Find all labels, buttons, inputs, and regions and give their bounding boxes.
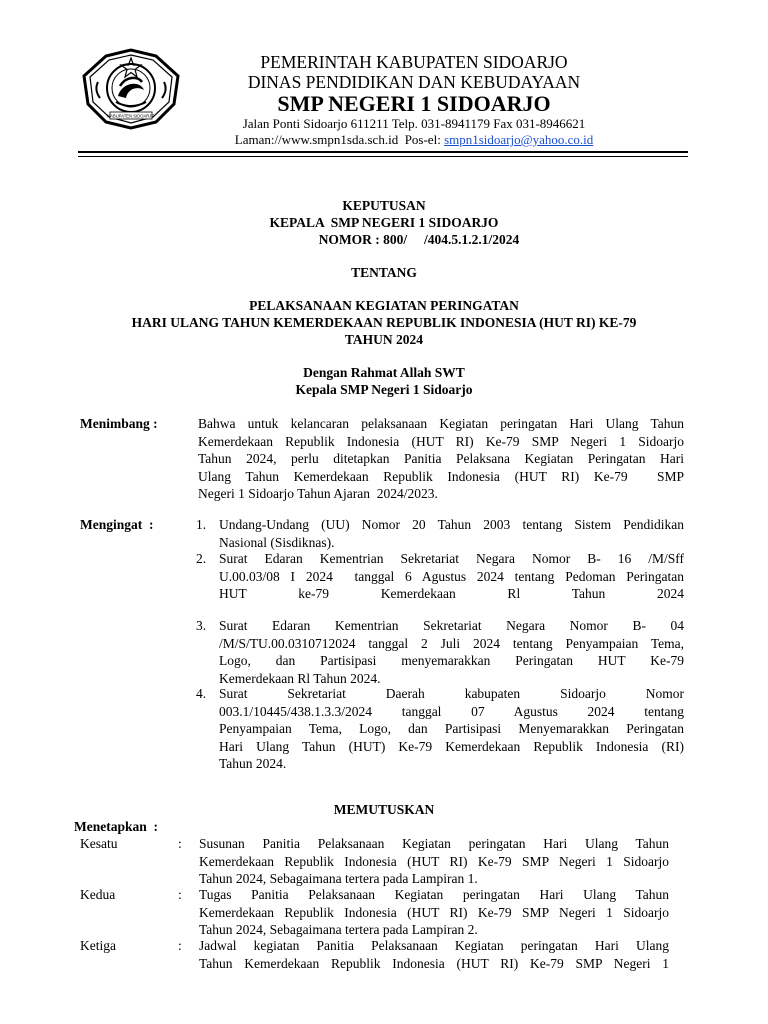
mengingat-item-2 [219,550,684,603]
decision-colon: : [178,938,182,953]
email-link[interactable]: smpn1sidoarjo@yahoo.co.id [444,132,594,147]
menimbang-line: Tahun 2024, perlu ditetapkan Panitia Pelaksana Kegiatan Peringatan Hari [198,451,684,466]
government-name: PEMERINTAH KABUPATEN SIDOARJO [260,52,568,72]
list-number: 3. [196,618,207,633]
item-line: Hari Ulang Tahun (HUT) Ke-79 Kemerdekaan Republik Indonesia (RI) [219,738,684,754]
emblem-caption: KABUPATEN SIDOARJO [107,113,155,119]
decision-key: Kesatu [80,836,118,851]
decision-line: Tahun Kemerdekaan Republik Indonesia (HUT RI) Ke-79 SMP Negeri 1 [199,955,669,971]
decision-line: Jadwal kegiatan Panitia Pelaksanaan Kegiatan peringatan Hari Ulang [199,938,669,953]
item-line: HUT ke-79 Kemerdekaan Rl Tahun 2024 [219,586,684,601]
subject-line-3: TAHUN 2024 [344,332,424,347]
mengingat-item-4 [219,685,684,773]
mengingat-item-1 [219,516,684,551]
list-number: 2. [196,551,207,566]
decision-colon: : [178,836,182,851]
decree-title: KEPUTUSAN [342,198,426,213]
decision-ketiga-text [199,937,669,972]
letterhead-rule-thin [78,156,688,157]
menimbang-line: Ulang Tahun Kemerdekaan Republik Indonesia (HUT RI) Ke-79 SMP [198,468,684,484]
department-name: DINAS PENDIDIKAN DAN KEBUDAYAAN [247,72,581,92]
blessing-line: Dengan Rahmat Allah SWT [303,365,465,380]
decision-line: Kemerdekaan Republik Indonesia (HUT RI) Ke-79 SMP Negeri 1 Sidoarjo [199,904,669,920]
decision-line: Tahun 2024, Sebagaimana tertera pada Lampiran 1. [199,871,478,886]
item-line: /M/S/TU.00.0310712024 tanggal 2 Juli 2024 tentang Penyampaian Tema, [219,635,684,651]
mengingat-label: Mengingat : [80,517,154,532]
decision-kesatu-text [199,835,669,888]
item-line: Nasional (Sisdiknas). [219,534,335,550]
item-line: Surat Sekretariat Daerah kabupaten Sidoarjo Nomor [219,686,684,701]
decision-key: Ketiga [80,938,116,953]
item-line: Penyampaian Tema, Logo, dan Partisipasi Menyemarakkan Peringatan [219,721,684,736]
head-title-line: Kepala SMP Negeri 1 Sidoarjo [295,382,473,397]
decision-key: Kedua [80,887,116,902]
decision-kedua-text [199,886,669,939]
school-address: Jalan Ponti Sidoarjo 611211 Telp. 031-8941179 Fax 031-8946621 [242,116,586,131]
menimbang-line: Bahwa untuk kelancaran pelaksanaan Kegiatan peringatan Hari Ulang Tahun [198,416,684,431]
decree-issuer: KEPALA SMP NEGERI 1 SIDOARJO [269,215,499,230]
decision-line: Kemerdekaan Republik Indonesia (HUT RI) Ke-79 SMP Negeri 1 Sidoarjo [199,853,669,869]
list-number: 4. [196,686,207,701]
list-number: 1. [196,517,207,532]
about-label: TENTANG [351,265,417,280]
decision-line: Tugas Panitia Pelaksanaan Kegiatan peringatan Hari Ulang Tahun [199,887,669,902]
menimbang-text [198,415,684,503]
item-line: 003.1/10445/438.1.3.3/2024 tanggal 07 Agustus 2024 tentang [219,703,684,719]
item-line: Surat Edaran Kementrian Sekretariat Negara Nomor B- 04 [219,618,684,633]
school-name: SMP NEGERI 1 SIDOARJO [277,91,551,116]
mengingat-item-3 [219,617,684,687]
item-line: Kemerdekaan Rl Tahun 2024. [219,670,381,686]
menimbang-line: Kemerdekaan Republik Indonesia (HUT RI) Ke-79 SMP Negeri 1 Sidoarjo [198,433,684,449]
decision-line: Tahun 2024, Sebagaimana tertera pada Lampiran 2. [199,922,478,937]
school-contact [0,132,768,148]
decision-line: Susunan Panitia Pelaksanaan Kegiatan peringatan Hari Ulang Tahun [199,836,669,851]
decision-colon: : [178,887,182,902]
menimbang-label: Menimbang : [80,416,158,431]
item-line: Tahun 2024. [219,756,287,771]
item-line: Logo, dan Partisipasi menyemarakkan Peringatan HUT Ke-79 [219,653,684,668]
decree-number: NOMOR : 800/ /404.5.1.2.1/2024 [318,232,520,247]
menimbang-line: Negeri 1 Sidoarjo Tahun Ajaran 2024/2023. [198,486,438,501]
item-line: U.00.03/08 I 2024 tanggal 6 Agustus 2024 tentang Pedoman Peringatan [219,568,684,584]
website-label: Laman://www.smpn1sda.sch.id Pos-el: [234,132,445,147]
subject-line-1: PELAKSANAAN KEGIATAN PERINGATAN [249,298,519,313]
decision-title: MEMUTUSKAN [333,802,435,817]
subject-line-2: HARI ULANG TAHUN KEMERDEKAAN REPUBLIK INDONESIA (HUT RI) KE-79 [131,315,637,330]
item-line: Undang-Undang (UU) Nomor 20 Tahun 2003 tentang Sistem Pendidikan [219,517,684,532]
letterhead-rule-thick [78,151,688,153]
item-line: Surat Edaran Kementrian Sekretariat Negara Nomor B- 16 /M/Sff [219,551,684,566]
menetapkan-label: Menetapkan : [74,819,158,834]
